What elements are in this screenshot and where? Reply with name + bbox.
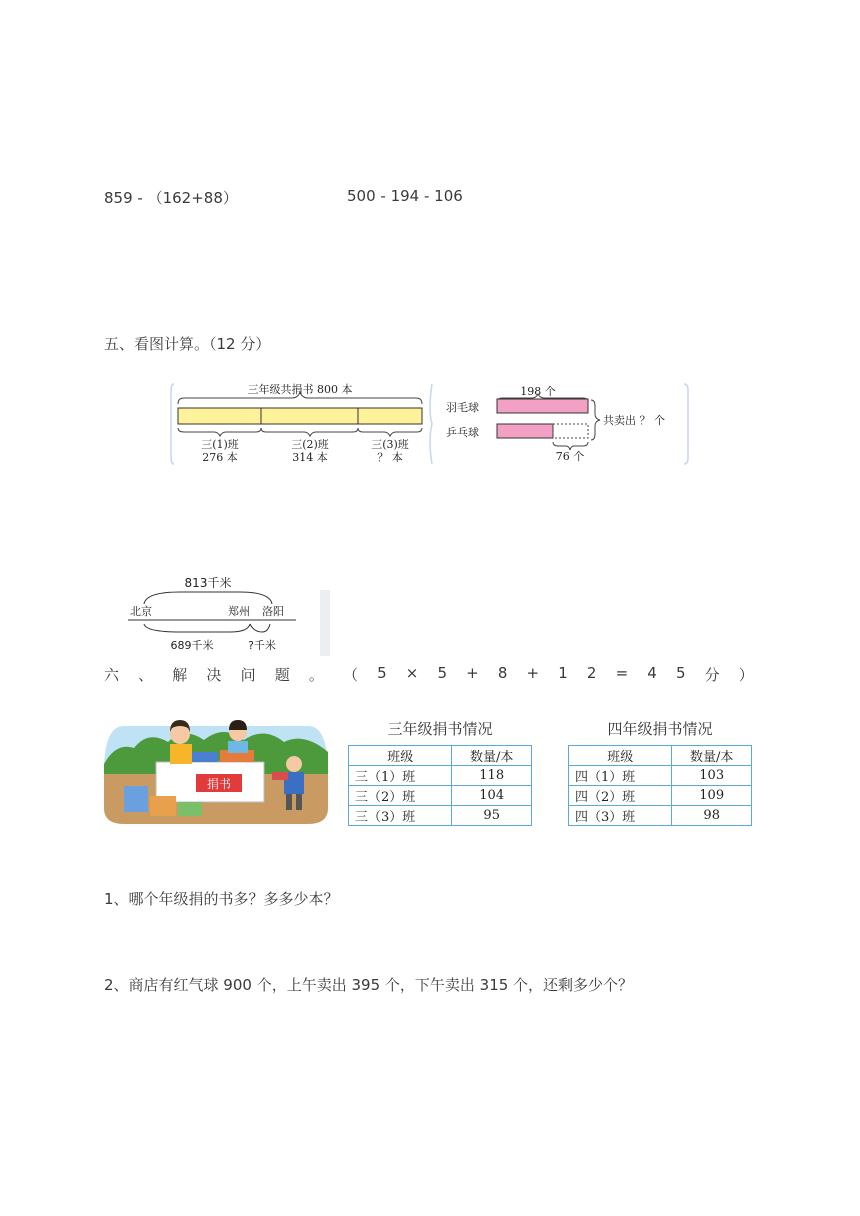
right-bracket (684, 384, 688, 464)
question-2: 2、商店有红气球 900 个，上午卖出 395 个，下午卖出 315 个，还剩多少个？ (104, 976, 634, 994)
book-stack-1 (188, 752, 218, 762)
class-cell: 四（3）班 (569, 806, 672, 826)
class3-value: ？ 本 (377, 451, 403, 464)
section-6-char: 六 (104, 666, 120, 684)
header-class: 班级 (349, 746, 452, 766)
section-6-char: + (526, 664, 540, 682)
left-bracket (171, 384, 174, 464)
child-leg-right (296, 794, 302, 810)
donation-banner-text: 捐书 (206, 777, 232, 791)
section-6-char: 解 (172, 666, 188, 684)
expression-1: 859 - （162+88） (104, 189, 238, 207)
expression-2: 500 - 194 - 106 (347, 187, 463, 205)
grey-edge (320, 590, 330, 656)
quantity-cell: 118 (452, 766, 532, 786)
ground-pile-3 (178, 802, 202, 816)
beijing-label: 北京 (130, 605, 152, 618)
quantity-cell: 103 (672, 766, 752, 786)
total-books-label: 三年级共捐书 800 本 (247, 383, 353, 396)
luoyang-label: 洛阳 (262, 605, 284, 618)
pingpong-bar (497, 424, 553, 438)
zhengzhou-label: 郑州 (228, 605, 250, 618)
child-head (286, 756, 302, 772)
table-row (569, 786, 752, 806)
class1-value: 276 本 (202, 451, 238, 464)
table-header-row (349, 746, 532, 766)
class-cell: 四（2）班 (569, 786, 672, 806)
quantity-cell: 104 (452, 786, 532, 806)
section-6-char: 4 (647, 664, 657, 682)
section-6-char: 5 (377, 664, 387, 682)
yellow-bar (178, 408, 422, 424)
section-6-char: + (466, 664, 479, 682)
section-6-char: 题 (274, 666, 290, 684)
middle-bracket (430, 384, 432, 464)
section-6-char: 决 (206, 666, 222, 684)
grade4-table (568, 745, 752, 826)
brace-c3 (358, 428, 422, 436)
section-6-char: 8 (497, 664, 508, 682)
pingpong-brace (553, 442, 588, 450)
grade4-table-title: 四年级捐书情况 (607, 720, 713, 738)
class2-value: 314 本 (292, 451, 328, 464)
class-cell: 三（2）班 (349, 786, 452, 806)
pingpong-diff-label: 76 个 (555, 450, 585, 463)
bar-diagrams-svg (170, 380, 690, 466)
grade3-table-title: 三年级捐书情况 (387, 720, 493, 738)
brace-c2 (261, 428, 358, 436)
quantity-cell: 98 (672, 806, 752, 826)
section-6-heading (104, 664, 754, 685)
pingpong-dashed-bar (553, 424, 588, 438)
table-row (569, 806, 752, 826)
section-6-char: 2 (586, 664, 597, 682)
grade3-table-block (348, 718, 532, 826)
route-small-arc (250, 624, 270, 632)
route-bottom-distance: 689千米 (170, 639, 214, 652)
class3-name: 三(3)班 (371, 438, 409, 451)
grade4-table-block (568, 718, 752, 826)
table-row (569, 766, 752, 786)
class-cell: 四（1）班 (569, 766, 672, 786)
section-6-char: 分 (704, 666, 720, 684)
pingpong-label: 乒乓球 (446, 426, 479, 439)
section-6-char: 问 (240, 666, 256, 684)
section-6-char: 5 (675, 664, 686, 682)
quantity-cell: 95 (452, 806, 532, 826)
header-quantity: 数量/本 (452, 746, 532, 766)
badminton-label: 羽毛球 (446, 401, 479, 414)
figure-bar-diagrams (170, 380, 690, 466)
boy-hair (229, 720, 247, 730)
total-sold-label: 共卖出 ？ 个 (603, 414, 665, 427)
section-6-char: 5 (437, 664, 448, 682)
table-row (349, 806, 532, 826)
ground-pile-1 (124, 786, 148, 812)
child-leg-left (286, 794, 292, 810)
section-6-char: 1 (558, 664, 568, 682)
donation-illustration-svg (104, 712, 328, 826)
figure-route-sketch (120, 570, 332, 658)
table-row (349, 786, 532, 806)
section-5-heading: 五、看图计算。（12 分） (104, 335, 271, 353)
quantity-cell: 109 (672, 786, 752, 806)
badminton-count-label: 198 个 (520, 385, 556, 398)
badminton-bar (497, 399, 588, 413)
section-6-char: 、 (138, 666, 154, 684)
girl-body (170, 744, 192, 764)
section-6-char: 。 (308, 666, 324, 684)
route-bottom-arc (144, 624, 250, 632)
section-6-char: × (405, 664, 419, 682)
question-1: 1、哪个年级捐的书多？多多少本？ (104, 890, 339, 908)
route-top-arc (144, 592, 272, 604)
total-brace (591, 400, 600, 440)
boy-body (228, 741, 248, 753)
route-svg (120, 570, 332, 658)
route-top-distance: 813千米 (184, 576, 232, 590)
class1-name: 三(1)班 (201, 438, 239, 451)
class2-name: 三(2)班 (291, 438, 329, 451)
section-6-char: = (615, 664, 629, 682)
class-cell: 三（3）班 (349, 806, 452, 826)
route-unknown-distance: ?千米 (248, 639, 276, 652)
section-6-char: ） (738, 666, 754, 684)
ground-pile-2 (150, 796, 176, 816)
brace-c1 (178, 428, 261, 436)
donation-illustration (104, 712, 328, 826)
section-6-char: （ (342, 666, 358, 684)
header-quantity: 数量/本 (672, 746, 752, 766)
class-cell: 三（1）班 (349, 766, 452, 786)
child-books (272, 772, 288, 780)
table-row (349, 766, 532, 786)
header-class: 班级 (569, 746, 672, 766)
grade3-table (348, 745, 532, 826)
table-header-row (569, 746, 752, 766)
